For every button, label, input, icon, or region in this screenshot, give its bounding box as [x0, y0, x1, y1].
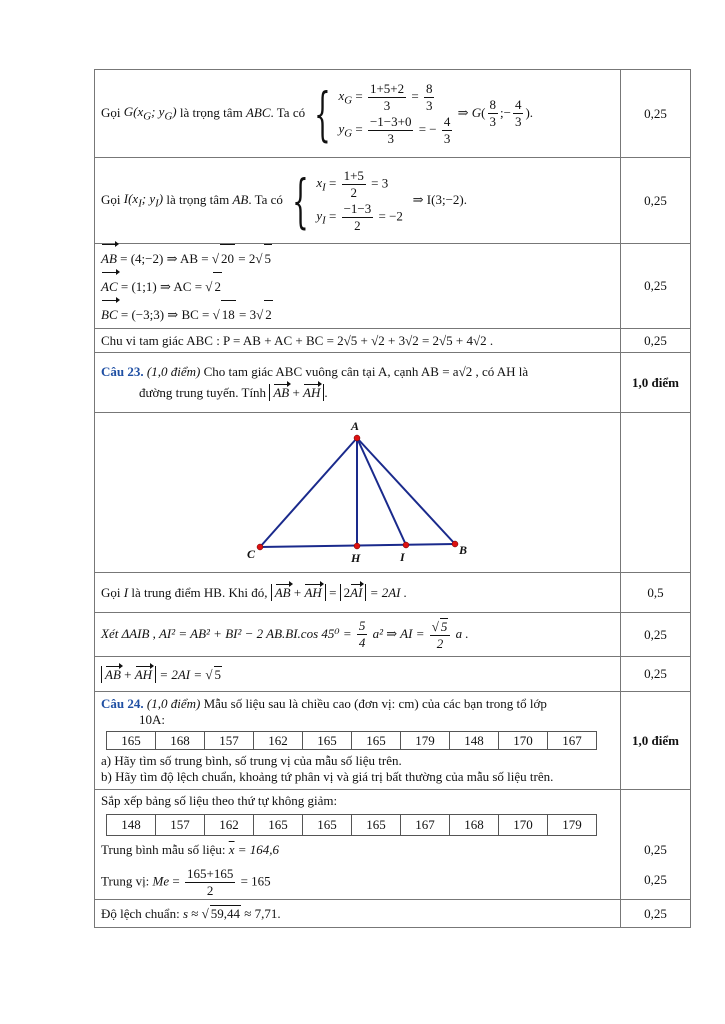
point-i [403, 542, 409, 548]
raw-data-cell: 179 [401, 732, 450, 750]
label-c: C [247, 546, 256, 561]
raw-data-cell: 165 [107, 732, 156, 750]
point-a [354, 435, 360, 441]
question-24: Câu 24. (1,0 điểm) Mẫu số liệu sau là chiều cao (đơn vị: cm) của các bạn trong tổ lớp 10A: 165 168 157 162 165 165 179 148 170 167 a) Hãy tìm số trung bình, số trung vị của mẫu số liệu trên. b) Hãy tìm độ lệch chuẩn, khoảng tứ phân vị và giá trị bất thường của mẫu số liệu trên. 1,0 điểm [95, 692, 691, 790]
sorted-data-cell: 162 [205, 814, 254, 835]
row-sorted: Sắp xếp bảng số liệu theo thứ tự không giảm: 148 157 162 165 165 165 167 168 170 179 Trung bình mẫu số liệu: $\overline{x} = 164,6$ Trung vị: Me = $\frac{165+165}{2}$ = 165 0,25 0,25 [95, 790, 691, 900]
median-score: 0,25 [644, 871, 667, 887]
score: 0,25 [621, 70, 691, 158]
raw-data-cell: 157 [205, 732, 254, 750]
segment-ai [357, 438, 406, 545]
sorted-data-cell: 165 [303, 814, 352, 835]
score: 0,25 [621, 329, 691, 353]
row-triangle-aib: Xét ΔAIB , AI² = AB² + BI² − 2 AB.BI.cos 45⁰ = $\frac{5}{4}$ a² ⇒ AI = $\frac{√ 5}{2}$ a . 0,25 [95, 613, 691, 657]
score: 1,0 điểm [621, 692, 691, 790]
score: 1,0 điểm [621, 353, 691, 413]
raw-data-cell: 170 [499, 732, 548, 750]
score: 0,25 [621, 657, 691, 692]
row-perimeter: Chu vi tam giác ABC : P = AB + AC + BC = 2√5 + √2 + 3√2 = 2√5 + 4√2 . 0,25 [95, 329, 691, 353]
sorted-data-cell: 148 [107, 814, 156, 835]
row-result-23: AB + AH = 2AI = √ 5 0,25 [95, 657, 691, 692]
question-23: Câu 23. (1,0 điểm) Cho tam giác ABC vuông cân tại A, cạnh AB = a√2 , có AH là đường trung tuyến. Tính AB + AH . 1,0 điểm [95, 353, 691, 413]
score: 0,5 [621, 573, 691, 613]
row-midpoint-hb: Gọi I là trung điểm HB. Khi đó, AB + AH = 2AI = 2AI . 0,5 [95, 573, 691, 613]
raw-data-cell: 148 [450, 732, 499, 750]
raw-data-cell: 165 [352, 732, 401, 750]
score: 0,25 [621, 900, 691, 928]
raw-data-table [106, 731, 597, 750]
sorted-data-table [106, 814, 597, 836]
triangle-figure [95, 414, 621, 572]
sorted-data-cell: 165 [352, 814, 401, 835]
point-c [257, 544, 263, 550]
row-std-dev: Độ lệch chuẩn: s ≈ √ 59,44 ≈ 7,71. 0,25 [95, 900, 691, 928]
label-a: A [351, 418, 360, 433]
point-h [354, 543, 360, 549]
sorted-data-cell: 157 [156, 814, 205, 835]
sorted-data-cell: 179 [548, 814, 597, 835]
score: 0,25 [621, 244, 691, 329]
score: 0,25 [621, 158, 691, 244]
edge-ac [260, 438, 357, 547]
sorted-data-cell: 165 [254, 814, 303, 835]
raw-data-cell: 162 [254, 732, 303, 750]
point-b [452, 541, 458, 547]
sorted-data-cell: 168 [450, 814, 499, 835]
row-midpoint-i: Gọi $I(x_I$; $y_I$) là trọng tâm AB. Ta có { $x_I$ = $\frac{1+5}{2}$ = 3 $y_I$ = $\frac{-1-3}{2}$ = −2 ⇒ I(3;−2). 0,25 [95, 158, 691, 244]
raw-data-cell: 165 [303, 732, 352, 750]
score: 0,25 [621, 613, 691, 657]
mean-score: 0,25 [644, 841, 667, 857]
sorted-data-cell: 167 [401, 814, 450, 835]
solution-table [94, 69, 691, 928]
raw-data-cell: 168 [156, 732, 205, 750]
label-h: H [351, 550, 361, 565]
edge-ab [357, 438, 455, 544]
row-vectors: AB = (4;−2) ⇒ AB = √ 20 = 2√ 5 AC = (1;1) ⇒ AC = √ 2 BC = (−3;3) ⇒ BC = √ 18 = 3√ 2 0,25 [95, 244, 691, 329]
sorted-data-cell: 170 [499, 814, 548, 835]
label-i: I [400, 549, 405, 564]
raw-data-cell: 167 [548, 732, 597, 750]
answer-sheet [94, 69, 691, 928]
figure-row [95, 413, 691, 573]
label-b: B [459, 542, 468, 557]
row-centroid-g: Gọi $G(x_G$; $y_G$) là trọng tâm ABC. Ta có { $x_G$ = $\frac{1+5+2}{3}$ = $\frac{8}{3}$ $y_G$ = $\frac{-1-3+0}{3}$ = − $\frac{4}{3}$ ⇒ G( $\frac{8}{3}$ ;− $\frac{4}{3}$ ). 0,25 [95, 70, 691, 158]
